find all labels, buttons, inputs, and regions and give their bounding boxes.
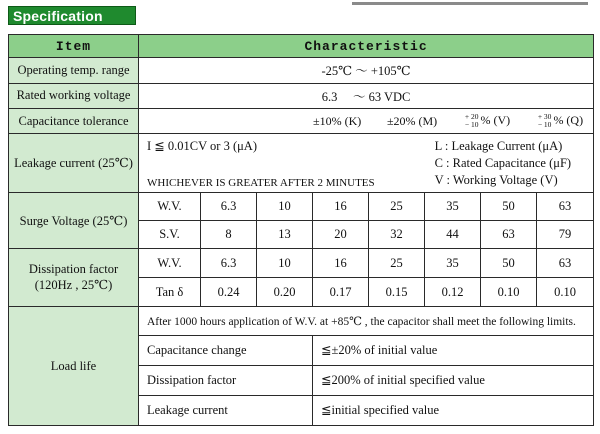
dissipation-wv-cell: 6.3 [201,249,257,278]
dissipation-label-line2: (120Hz , 25℃) [34,278,113,293]
row-loadlife-note [9,307,594,336]
surge-sv-cell: 13 [257,221,313,249]
rated-voltage-value: 6.3 ～ 63 VDC [139,83,594,108]
dissipation-wv-cell: 35 [425,249,481,278]
loadlife-dissipation-value: ≦200% of initial specified value [313,365,594,395]
dissipation-wv-cell: 50 [481,249,537,278]
tolerance-label: Capacitance tolerance [9,108,139,134]
tolerance-v-top: + 20 [464,112,479,122]
surge-sv-cell: 32 [369,221,425,249]
row-leakage-current [9,134,594,193]
rated-voltage-label: Rated working voltage [9,83,139,108]
row-capacitance-tolerance [9,108,594,134]
tolerance-v-bottom: − 10 [464,120,479,130]
dissipation-tan-cell: 0.20 [257,278,313,307]
leakage-label: Leakage current (25℃) [9,134,139,193]
surge-label: Surge Voltage (25℃) [9,193,139,249]
surge-wv-label: W.V. [139,193,201,221]
operating-temp-label: Operating temp. range [9,58,139,84]
dissipation-tan-cell: 0.12 [425,278,481,307]
tolerance-q-top: + 30 [537,112,552,122]
legend-voltage: V : Working Voltage (V) [434,172,558,187]
operating-temp-value: -25℃ ～ +105℃ [139,58,594,84]
row-operating-temp [9,58,594,84]
loadlife-dissipation-label: Dissipation factor [139,365,313,395]
dissipation-tan-cell: 0.10 [537,278,594,307]
surge-sv-cell: 44 [425,221,481,249]
tolerance-values [139,108,594,134]
surge-sv-cell: 20 [313,221,369,249]
surge-sv-cell: 8 [201,221,257,249]
surge-wv-cell: 35 [425,193,481,221]
loadlife-capacitance-label: Capacitance change [139,335,313,365]
header-item: Item [9,35,139,58]
loadlife-leakage-label: Leakage current [139,395,313,425]
top-right-rule [352,2,588,5]
tolerance-m: ±20% (M) [386,113,438,128]
loadlife-label: Load life [9,307,139,426]
dissipation-wv-cell: 16 [313,249,369,278]
row-dissipation-wv [9,249,594,278]
dissipation-label [9,249,139,307]
row-rated-voltage [9,83,594,108]
row-surge-wv [9,193,594,221]
header-characteristic: Characteristic [139,35,594,58]
surge-sv-cell: 79 [537,221,594,249]
tolerance-v-suffix: % (V) [480,112,511,127]
surge-wv-cell: 25 [369,193,425,221]
tolerance-q-suffix: % (Q) [553,112,584,127]
tolerance-q [536,113,583,129]
dissipation-wv-cell: 63 [537,249,594,278]
loadlife-note: After 1000 hours application of W.V. at +85℃ , the capacitor shall meet the following limits. [139,307,594,336]
dissipation-tan-cell: 0.10 [481,278,537,307]
loadlife-leakage-value: ≦initial specified value [313,395,594,425]
surge-wv-cell: 50 [481,193,537,221]
header-row [9,35,594,58]
dissipation-tan-label: Tan δ [139,278,201,307]
tolerance-k: ±10% (K) [313,113,362,128]
dissipation-wv-cell: 10 [257,249,313,278]
specification-table [8,34,594,426]
section-title: Specification [8,6,136,25]
dissipation-tan-cell: 0.17 [313,278,369,307]
leakage-values [139,134,594,193]
surge-sv-label: S.V. [139,221,201,249]
tolerance-q-bottom: − 10 [537,120,552,130]
dissipation-tan-cell: 0.24 [201,278,257,307]
leakage-formula: I ≦ 0.01CV or 3 (μA) [147,138,257,153]
surge-wv-cell: 10 [257,193,313,221]
surge-wv-cell: 16 [313,193,369,221]
legend-capacitance: C : Rated Capacitance (μF) [434,155,572,170]
surge-wv-cell: 6.3 [201,193,257,221]
dissipation-label-line1: Dissipation factor [28,262,119,277]
tolerance-v [463,113,510,129]
loadlife-capacitance-value: ≦±20% of initial value [313,335,594,365]
dissipation-wv-cell: 25 [369,249,425,278]
dissipation-wv-label: W.V. [139,249,201,278]
surge-wv-cell: 63 [537,193,594,221]
legend-leakage: L : Leakage Current (μA) [434,138,563,153]
surge-sv-cell: 63 [481,221,537,249]
leakage-note: WHICHEVER IS GREATER AFTER 2 MINUTES [147,176,375,189]
dissipation-tan-cell: 0.15 [369,278,425,307]
